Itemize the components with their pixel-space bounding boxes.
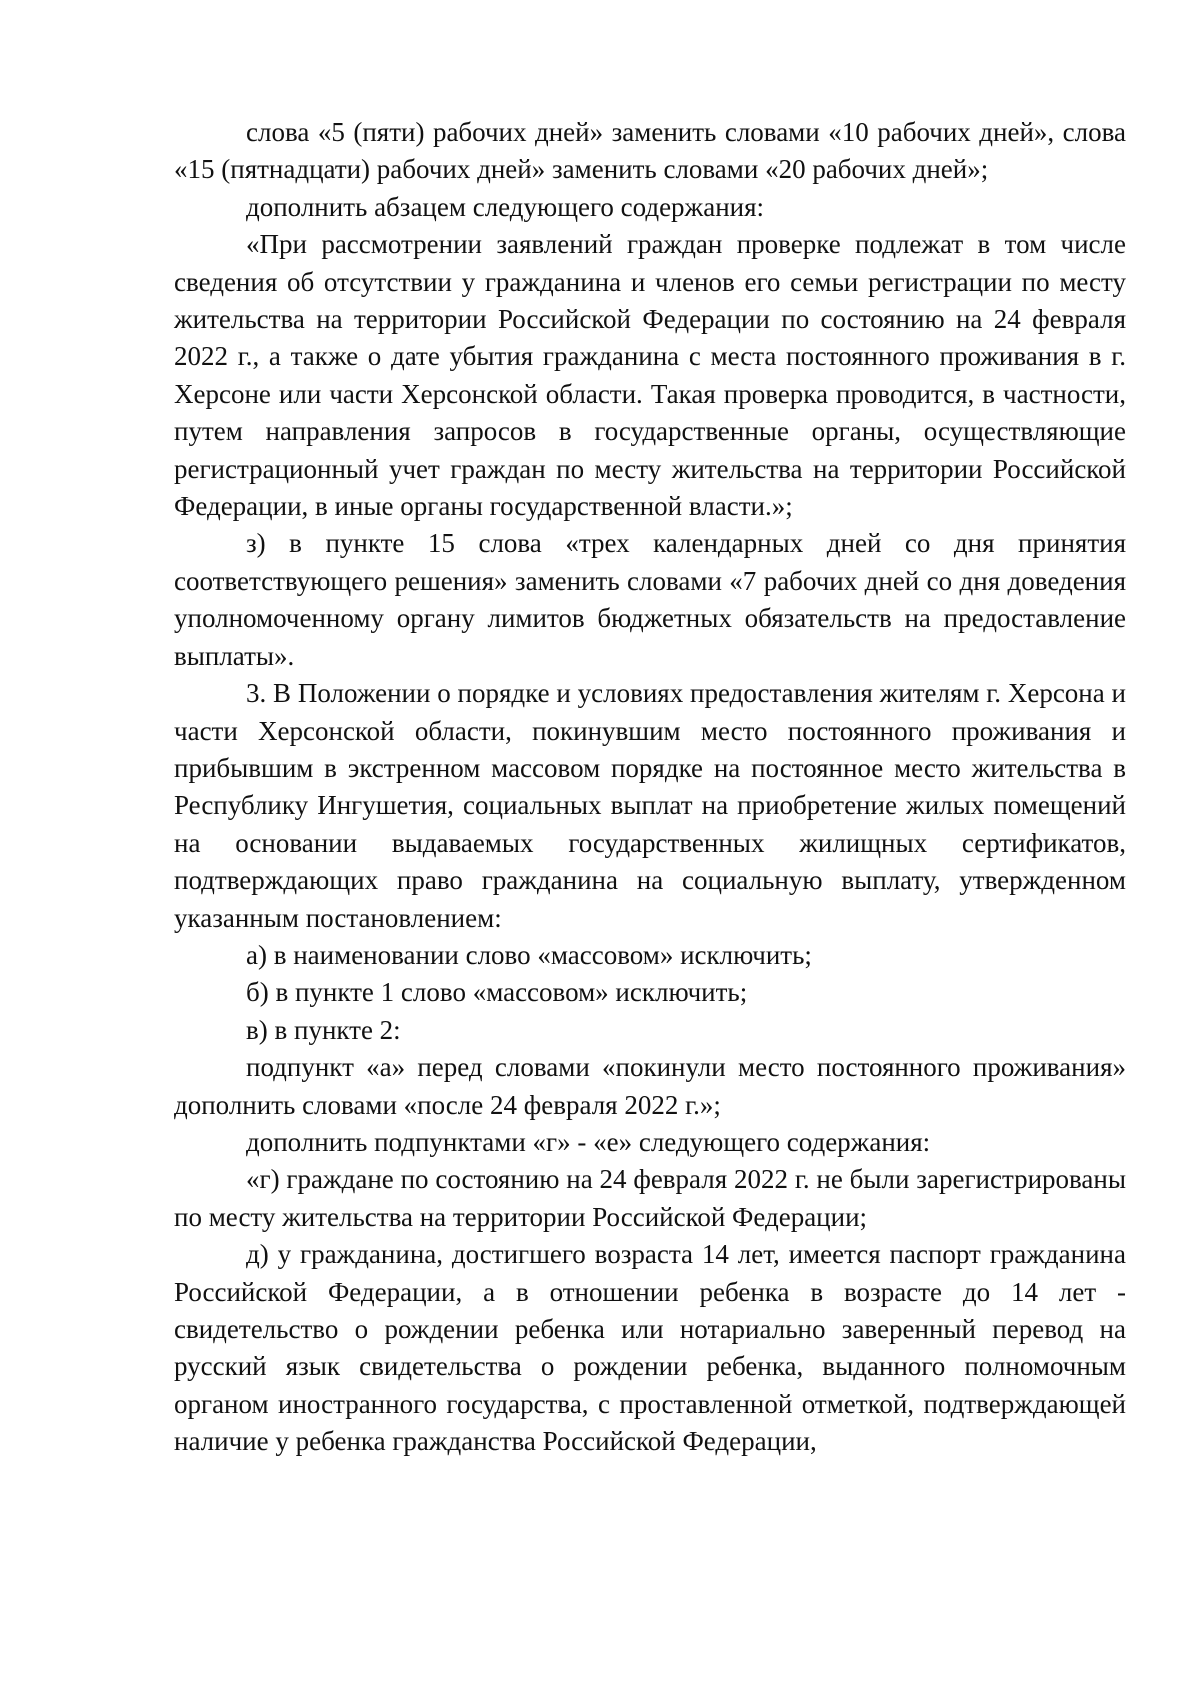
paragraph-item-z: з) в пункте 15 слова «трех календарных дней со дня принятия соответствующего решения» заменить словами «7 рабочих дней со дня доведения уполномоченному органу лимитов бюджетных обязательств на предоставление выплаты». xyxy=(174,528,1126,671)
paragraph-add-subitems-intro: дополнить подпунктами «г» - «е» следующего содержания: xyxy=(246,1126,931,1157)
paragraph-add-clause-intro: дополнить абзацем следующего содержания: xyxy=(246,191,765,222)
paragraph-verification-clause: «При рассмотрении заявлений граждан проверке подлежат в том числе сведения об отсутствии у гражданина и членов его семьи регистрации по месту жительства на территории Российской Федерации по состоянию на 24 февраля 2022 г., а также о дате убытия гражданина с места постоянного проживания в г. Херсоне или части Херсонской области. Такая проверка проводится, в частности, путем направления запросов в государственные органы, осуществляющие регистрационный учет граждан по месту жительства на территории Российской Федерации, в иные органы государственной власти.»; xyxy=(174,229,1126,522)
document-body xyxy=(174,114,1126,1461)
paragraph-item-b: б) в пункте 1 слово «массовом» исключить; xyxy=(246,977,748,1008)
paragraph-subitem-d: д) у гражданина, достигшего возраста 14 лет, имеется паспорт гражданина Российской Федерации, а в отношении ребенка в возрасте до 14 лет - свидетельство о рождении ребенка или нотариально заверенный перевод на русский язык свидетельства о рождении ребенка, выданного полномочным органом иностранного государства, с проставленной отметкой, подтверждающей наличие у ребенка гражданства Российской Федерации, xyxy=(174,1239,1126,1457)
paragraph-item-a: а) в наименовании слово «массовом» исключить; xyxy=(246,939,812,970)
paragraph-item-v: в) в пункте 2: xyxy=(246,1014,401,1045)
paragraph-replace-deadlines: слова «5 (пяти) рабочих дней» заменить словами «10 рабочих дней», слова «15 (пятнадцати) рабочих дней» заменить словами «20 рабочих дней»; xyxy=(174,117,1126,185)
paragraph-subitem-a: подпункт «а» перед словами «покинули место постоянного проживания» дополнить словами «после 24 февраля 2022 г.»; xyxy=(174,1052,1126,1120)
paragraph-section-3: 3. В Положении о порядке и условиях предоставления жителям г. Херсона и части Херсонской области, покинувшим место постоянного проживания и прибывшим в экстренном массовом порядке на постоянное место жительства в Республику Ингушетия, социальных выплат на приобретение жилых помещений на основании выдаваемых государственных жилищных сертификатов, подтверждающих право гражданина на социальную выплату, утвержденном указанным постановлением: xyxy=(174,678,1126,933)
paragraph-subitem-g: «г) граждане по состоянию на 24 февраля 2022 г. не были зарегистрированы по месту жительства на территории Российской Федерации; xyxy=(174,1164,1126,1232)
